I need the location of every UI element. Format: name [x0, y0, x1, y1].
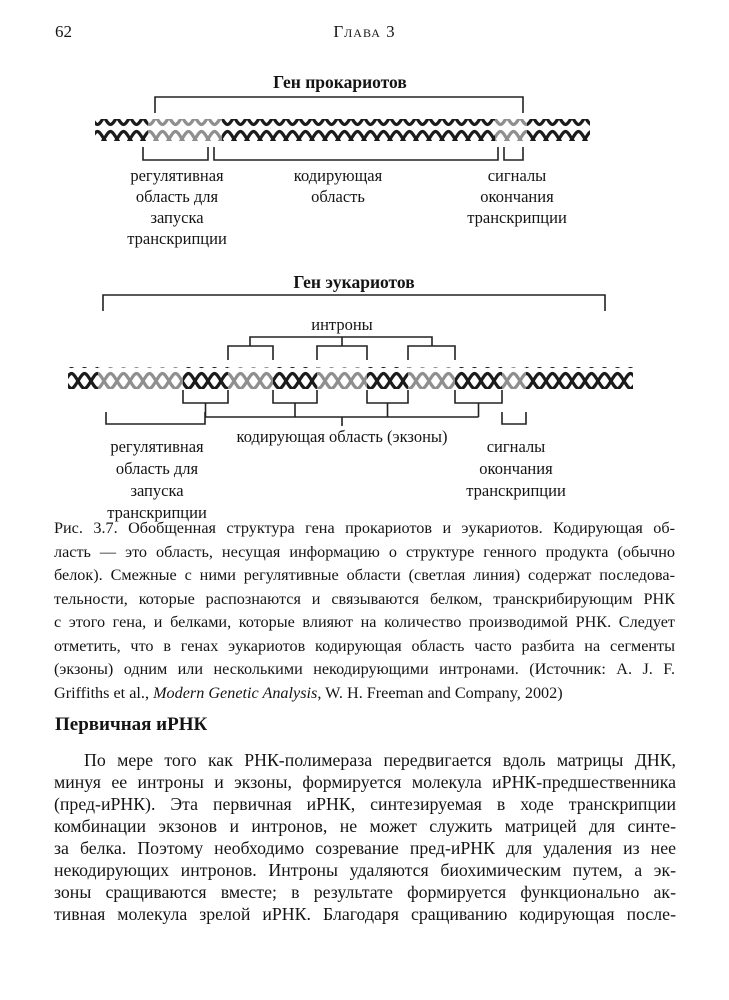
- regulatory-region-label-eukaryote: [107, 437, 207, 522]
- introns-connector: [250, 337, 432, 346]
- exon-brackets: [183, 390, 502, 403]
- prokaryote-gene-diagram: [95, 72, 590, 248]
- svg-text:окончания: окончания: [479, 459, 553, 478]
- gene-structure-figure: [0, 62, 729, 530]
- caption-source-pre: Griffiths et al.,: [54, 683, 154, 702]
- termination-signals-label: [467, 166, 567, 227]
- svg-text:сигналы: сигналы: [487, 166, 547, 185]
- prokaryote-gene-title: Ген прокариотов: [273, 72, 407, 92]
- caption-line: белок). Смежные с ними регулятивные области (светлая линия) содержат последова-: [54, 566, 675, 584]
- figure-caption: [54, 517, 675, 705]
- svg-text:транскрипции: транскрипции: [466, 481, 566, 500]
- eukaryote-gene-span-bracket: [103, 295, 605, 311]
- section-heading: Первичная иРНК: [55, 714, 208, 735]
- svg-text:запуска: запуска: [130, 481, 184, 500]
- svg-text:транскрипции: транскрипции: [467, 208, 567, 227]
- termination-signals-bracket: [504, 147, 523, 160]
- caption-line: (экзоны) одним или несколькими некодирующими интронами. (Источник: A. J. F.: [54, 660, 675, 678]
- regulatory-region-label: [127, 166, 227, 248]
- svg-text:транскрипции: транскрипции: [127, 229, 227, 248]
- regulatory-region-bracket: [143, 147, 208, 160]
- caption-line: тельности, которые распознаются и связываются белком, транскрибирующим РНК: [54, 589, 675, 608]
- introns-label: интроны: [311, 315, 373, 334]
- paragraph-line: комбинации экзонов и интронов, не может служить матрицей для синте-: [54, 816, 676, 836]
- eukaryote-gene-diagram: [68, 272, 633, 522]
- paragraph-line: за белка. Поэтому необходимо созревание пред-иРНК для удаления из нее: [54, 838, 676, 858]
- coding-region-exons-label: кодирующая область (экзоны): [236, 427, 448, 446]
- caption-line: ласть — это область, несущая информацию о структуре генного продукта (обычно: [54, 542, 675, 561]
- svg-text:область: область: [311, 187, 365, 206]
- paragraph-line: (пред-иРНК). Эта первичная иРНК, синтезируемая в ходе транскрипции: [54, 794, 676, 814]
- svg-text:окончания: окончания: [480, 187, 554, 206]
- caption-line: Рис. 3.7. Обобщенная структура гена прокариотов и эукариотов. Кодирующая об-: [54, 519, 675, 537]
- section-paragraph: [54, 749, 676, 925]
- caption-source-post: , W. H. Freeman and Company, 2002): [317, 683, 563, 702]
- dna-helix-prokaryote: [95, 119, 590, 141]
- svg-text:область для: область для: [115, 459, 199, 478]
- coding-region-label: [294, 166, 383, 206]
- paragraph-line: тивная молекула зрелой иРНК. Благодаря сращиванию кодирующая после-: [54, 904, 676, 924]
- paragraph-line: некодирующих интронов. Интроны удаляются биохимическим путем, а эк-: [54, 860, 676, 880]
- chapter-header: Глава 3: [333, 22, 396, 41]
- paragraph-line: зоны сращиваются вместе; в результате формируется функционально ак-: [54, 882, 676, 902]
- termination-signals-bracket-eukaryote: [502, 412, 526, 424]
- prokaryote-gene-span-bracket: [155, 97, 523, 113]
- caption-line: отметить, что в генах эукариотов кодирующая область часто разбита на сегменты: [54, 636, 675, 655]
- dna-helix-eukaryote: [68, 367, 633, 389]
- svg-text:область для: область для: [135, 187, 219, 206]
- caption-source-book-title: Modern Genetic Analysis: [153, 683, 318, 702]
- page-number: 62: [55, 22, 72, 41]
- svg-text:кодирующая: кодирующая: [293, 166, 383, 185]
- eukaryote-gene-title: Ген эукариотов: [293, 272, 415, 292]
- exons-connector: [206, 403, 479, 426]
- svg-text:транскрипции: транскрипции: [107, 503, 207, 522]
- paragraph-line: минуя ее интроны и экзоны, формируется молекула иРНК-предшественника: [54, 772, 676, 792]
- caption-line: с этого гена, и белками, которые влияют на количество производимой РНК. Следует: [54, 613, 675, 631]
- coding-region-bracket: [214, 147, 498, 160]
- svg-text:запуска: запуска: [150, 208, 204, 227]
- intron-brackets: [228, 346, 455, 360]
- svg-text:регулятивная: регулятивная: [110, 437, 204, 456]
- caption-line-source: [54, 682, 675, 706]
- svg-text:сигналы: сигналы: [486, 437, 546, 456]
- regulatory-region-bracket-eukaryote: [106, 412, 205, 424]
- paragraph-line: По мере того как РНК-полимераза передвигается вдоль матрицы ДНК,: [84, 750, 676, 770]
- svg-text:регулятивная: регулятивная: [130, 166, 224, 185]
- termination-signals-label-eukaryote: [466, 437, 566, 500]
